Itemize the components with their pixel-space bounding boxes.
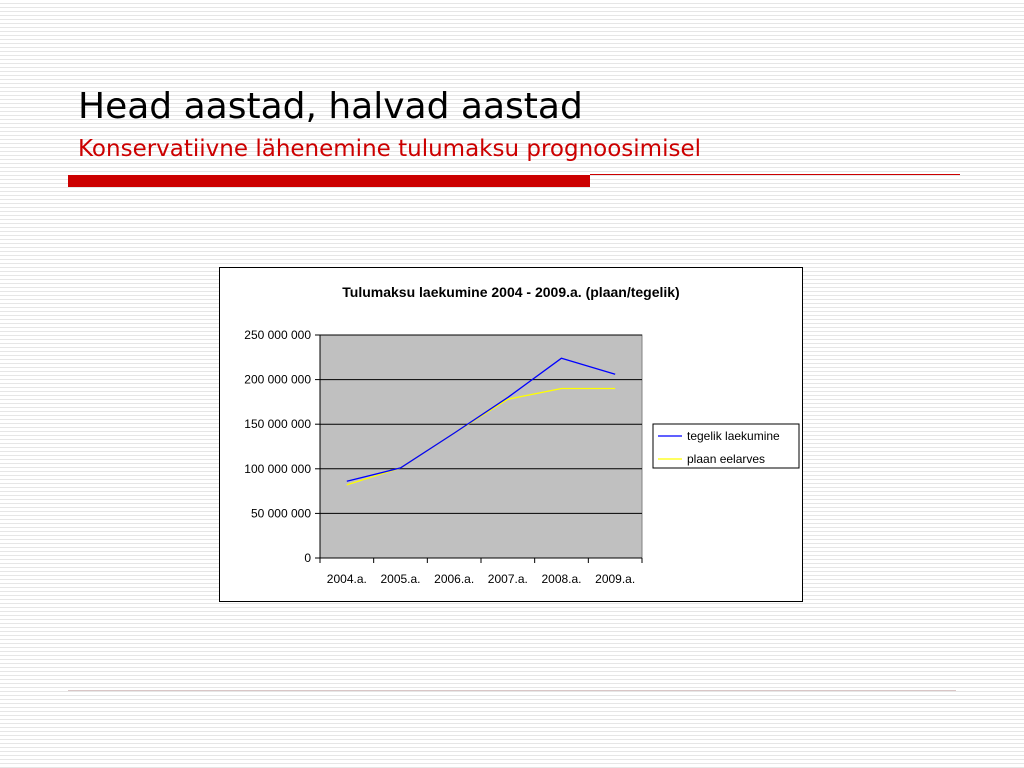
x-tick-label: 2004.a. [326, 572, 367, 586]
chart-legend [653, 424, 799, 468]
title-divider-line [590, 174, 960, 175]
chart-container [219, 267, 803, 602]
legend-label: tegelik laekumine [687, 429, 780, 443]
title-accent-bar [68, 175, 590, 187]
x-tick-label: 2009.a. [595, 572, 636, 586]
x-tick-label: 2007.a. [487, 572, 528, 586]
y-tick-label: 150 000 000 [244, 417, 311, 432]
y-tick-label: 0 [304, 551, 311, 565]
y-tick-label: 200 000 000 [244, 372, 311, 387]
x-tick-label: 2008.a. [541, 572, 582, 586]
slide-title: Head aastad, halvad aastad [78, 86, 583, 127]
y-axis-tick-labels [244, 328, 311, 565]
slide-subtitle: Konservatiivne lähenemine tulumaksu prognoosimisel [78, 136, 701, 162]
y-tick-label: 250 000 000 [244, 328, 311, 342]
y-tick-label: 50 000 000 [250, 506, 311, 521]
chart-title: Tulumaksu laekumine 2004 - 2009.a. (plaan/tegelik) [342, 284, 680, 300]
line-chart [220, 268, 802, 601]
y-tick-label: 100 000 000 [244, 461, 311, 476]
x-tick-label: 2005.a. [380, 572, 421, 586]
x-axis-tick-labels [327, 572, 635, 586]
footer-divider-line [68, 690, 956, 691]
x-tick-label: 2006.a. [434, 572, 475, 586]
legend-label: plaan eelarves [687, 452, 766, 466]
